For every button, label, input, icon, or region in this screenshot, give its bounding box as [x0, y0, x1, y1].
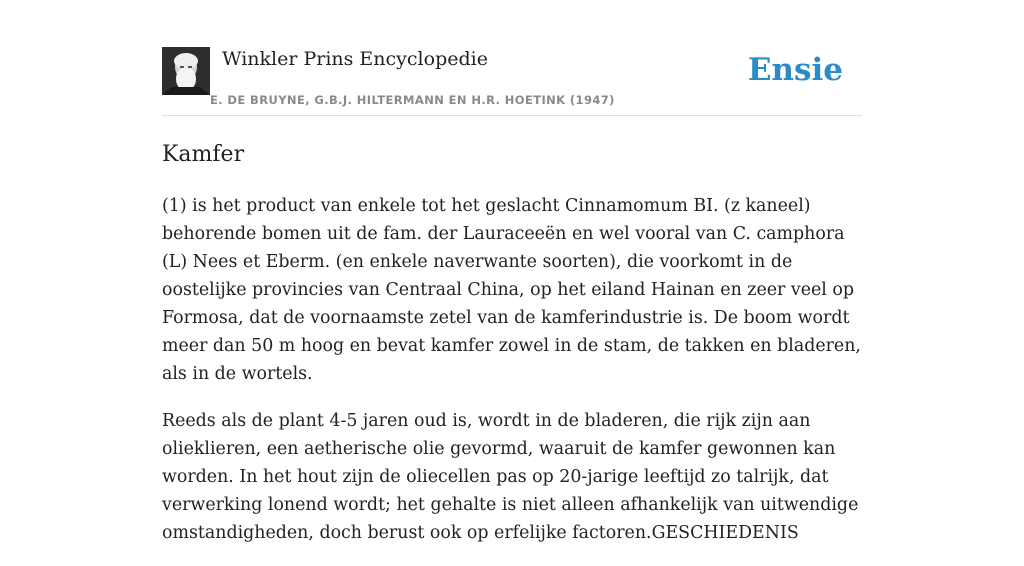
article-paragraph: (1) is het product van enkele tot het geslacht Cinnamomum BI. (z kaneel) behorende bomen uit de fam. der Lauraceeën en wel vooral van C. camphora (L) Nees et Eberm. (en enkele naverwante soorten), die voorkomt in de oostelijke provincies van Centraal China, op het eiland Hainan en zeer veel op Formosa, dat de voornaamste zetel van de kamferindustrie is. De boom wordt meer dan 50 m hoog en bevat kamfer zowel in de stam, de takken en bladeren, als in de wortels.: [162, 196, 861, 384]
article-paragraph: Reeds als de plant 4-5 jaren oud is, wordt in de bladeren, die rijk zijn aan olieklieren, een aetherische olie gevormd, waaruit de kamfer gewonnen kan worden. In het hout zijn de oliecellen pas op 20-jarige leeftijd zo talrijk, dat verwerking lonend wordt; het gehalte is niet alleen afhankelijk van uitwendige omstandigheden, doch berust ook op erfelijke factoren.GESCHIEDENIS: [162, 411, 859, 543]
site-header: [162, 46, 862, 116]
site-title[interactable]: Winkler Prins Encyclopedie: [222, 48, 488, 70]
portrait-photo-icon: [162, 47, 210, 95]
author-avatar: [162, 47, 210, 95]
page-title: Kamfer: [162, 142, 245, 167]
authors-credit: E. DE BRUYNE, G.B.J. HILTERMANN EN H.R. HOETINK (1947): [210, 93, 615, 107]
brand-logo[interactable]: Ensie: [747, 52, 843, 88]
article-body: [162, 192, 862, 566]
